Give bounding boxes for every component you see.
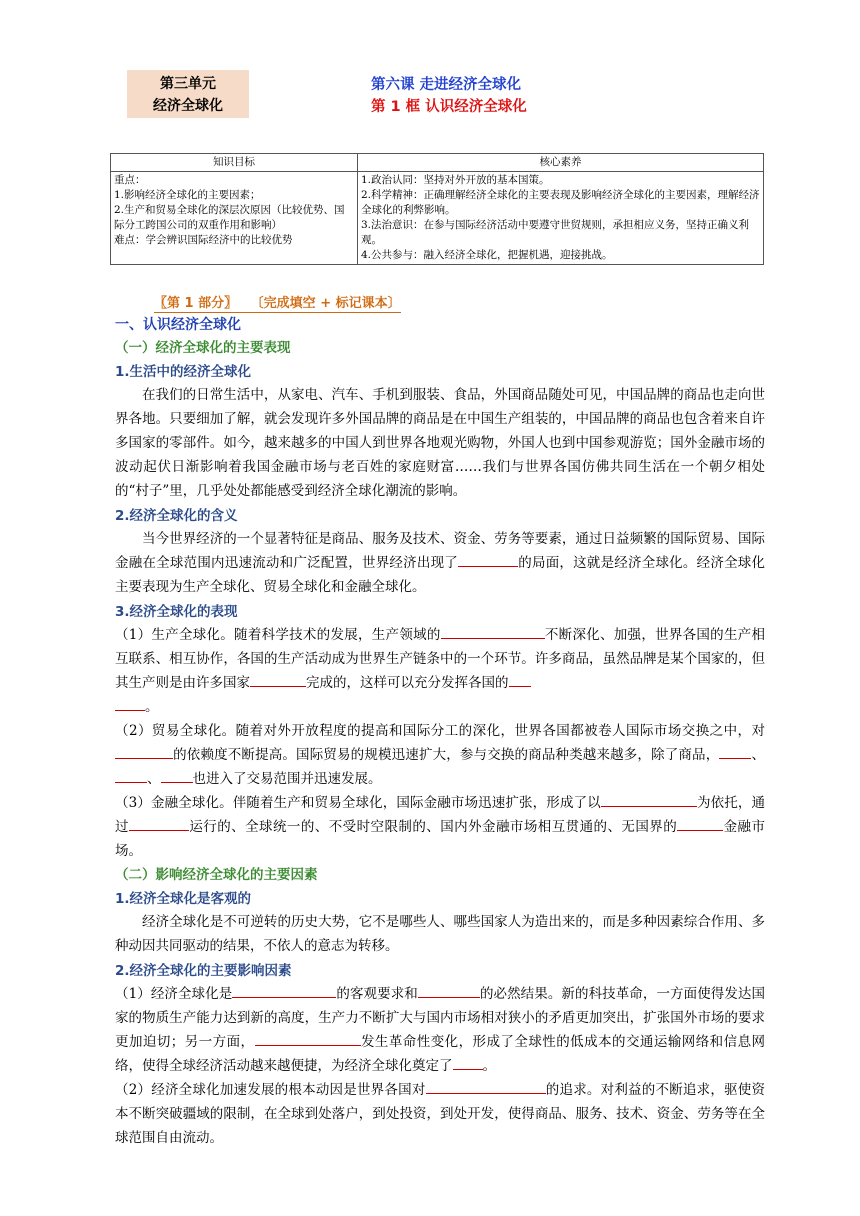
section-heading: 一、认识经济全球化 (115, 317, 241, 333)
paragraph: （2）贸易全球化。随着对外开放程度的提高和国际分工的深化，世界各国都被卷人国际市场交换之中，对的依赖度不断提高。国际贸易的规模迅速扩大，参与交换的商品种类越来越多，除了商品， 、、 也进入了交易范围并迅速发展。 (115, 723, 765, 787)
fill-blank[interactable] (601, 792, 697, 807)
col-header-knowledge: 知识目标 (111, 154, 358, 172)
lesson-heading (371, 74, 527, 118)
part-header: 〖第 1 部分〗 〔完成填空 + 标记课本〕 (154, 292, 401, 313)
paragraph: （2）经济全球化加速发展的根本动因是世界各国对 的追求。对利益的不断追求，驱使资本不断突破疆域的限制，在全球到处落户，到处投资，到处开发，使得商品、服务、技术、资金、劳务等在全球范围自由流动。 (115, 1078, 765, 1150)
paragraph: （3）金融全球化。伴随着生产和贸易全球化，国际金融市场迅速扩张，形成了以 为依托，通过 运行的、全球统一的、不受时空限制的、国内外金融市场相互贯通的、无国界的 金融市场。 (115, 791, 765, 863)
topic-heading: 1.生活中的经济全球化 (115, 364, 252, 380)
fill-blank[interactable] (255, 1031, 361, 1046)
unit-label (127, 70, 249, 118)
lesson-title: 第六课 走进经济全球化 (371, 77, 522, 93)
literacy-line: 2.科学精神：正确理解经济全球化的主要表现及影响经济全球化的主要因素，理解经济全球化的利弊影响。 (361, 189, 760, 216)
fill-blank[interactable] (115, 768, 147, 783)
fill-blank[interactable] (115, 696, 145, 711)
goal-line: 1.影响经济全球化的主要因素； (114, 189, 261, 201)
literacy-line: 1.政治认同：坚持对外开放的基本国策。 (361, 174, 550, 186)
goals-table (110, 153, 764, 265)
unit-number: 第三单元 (160, 76, 216, 92)
fill-blank[interactable] (232, 983, 336, 998)
goal-line: 难点：学会辨识国际经济中的比较优势 (114, 234, 293, 246)
literacy-line: 4.公共参与：融入经济全球化，把握机遇，迎接挑战。 (361, 249, 613, 261)
fill-blank[interactable] (677, 816, 723, 831)
fill-blank[interactable] (426, 1079, 546, 1094)
fill-blank[interactable] (115, 744, 173, 759)
paragraph: （1）经济全球化是 的客观要求和 的必然结果。新的科技革命，一方面使得发达国家的物质生产能力达到新的高度，生产力不断扩大与国内市场相对狭小的矛盾更加突出，扩张国外市场的要求更加迫切；另一方面， 发生革命性变化，形成了全球性的低成本的交通运输网络和信息网络，使得全球经济活动越来越便捷，为经济全球化奠定了 。 (115, 982, 765, 1078)
fill-blank[interactable] (418, 983, 480, 998)
paragraph: （1）生产全球化。随着科学技术的发展，生产领域的 不断深化、加强，世界各国的生产相互联系、相互协作，各国的生产活动成为世界生产链条中的一个环节。许多商品，虽然品牌是某个国家的，但其生产则是由许多国家 完成的，这样可以充分发挥各国的 。 (115, 623, 765, 719)
fill-blank[interactable] (509, 672, 531, 687)
goal-line: 2.生产和贸易全球化的深层次原因（比较优势、国际分工跨国公司的双重作用和影响） (114, 204, 345, 231)
fill-blank[interactable] (250, 672, 306, 687)
fill-blank[interactable] (458, 552, 518, 567)
section-title: 第 1 框 认识经济全球化 (371, 99, 527, 115)
literacy-line: 3.法治意识：在参与国际经济活动中要遵守世贸规则，承担相应义务，坚持正确义利观。 (361, 219, 750, 246)
paragraph: 当今世界经济的一个显著特征是商品、服务及技术、资金、劳务等要素，通过日益频繁的国际贸易、国际金融在全球范围内迅速流动和广泛配置，世界经济出现了 的局面，这就是经济全球化。经济全球化主要表现为生产全球化、贸易全球化和金融全球化。 (115, 531, 766, 595)
fill-blank[interactable] (161, 768, 193, 783)
unit-title: 经济全球化 (153, 98, 223, 114)
fill-blank[interactable] (719, 744, 751, 759)
paragraph: 在我们的日常生活中，从家电、汽车、手机到服装、食品，外国商品随处可见，中国品牌的商品也走向世界各地。只要细加了解，就会发现许多外国品牌的商品是在中国生产组装的，中国品牌的商品也包含着来自许多国家的零部件。如今，越来越多的中国人到世界各地观光购物，外国人也到中国参观游览；国外金融市场的波动起伏日渐影响着我国金融市场与老百姓的家庭财富……我们与世界各国仿佛共同生活在一个朝夕相处的“村子”里，几乎处处都能感受到经济全球化潮流的影响。 (115, 387, 765, 499)
subsection-heading: （二）影响经济全球化的主要因素 (115, 867, 318, 883)
topic-heading: 3.经济全球化的表现 (115, 604, 238, 620)
main-content (115, 314, 765, 1150)
fill-blank[interactable] (453, 1055, 483, 1070)
paragraph: 经济全球化是不可逆转的历史大势，它不是哪些人、哪些国家人为造出来的，而是多种因素综合作用、多种动因共同驱动的结果，不依人的意志为转移。 (115, 914, 765, 954)
subsection-heading: （一）经济全球化的主要表现 (115, 340, 291, 356)
fill-blank[interactable] (441, 624, 545, 639)
knowledge-goals (111, 172, 358, 265)
goal-line: 重点： (114, 174, 146, 186)
topic-heading: 2.经济全球化的主要影响因素 (115, 963, 292, 979)
literacy-goals (358, 172, 764, 265)
col-header-literacy: 核心素养 (358, 154, 764, 172)
topic-heading: 1.经济全球化是客观的 (115, 891, 252, 907)
fill-blank[interactable] (129, 816, 189, 831)
topic-heading: 2.经济全球化的含义 (115, 508, 238, 524)
